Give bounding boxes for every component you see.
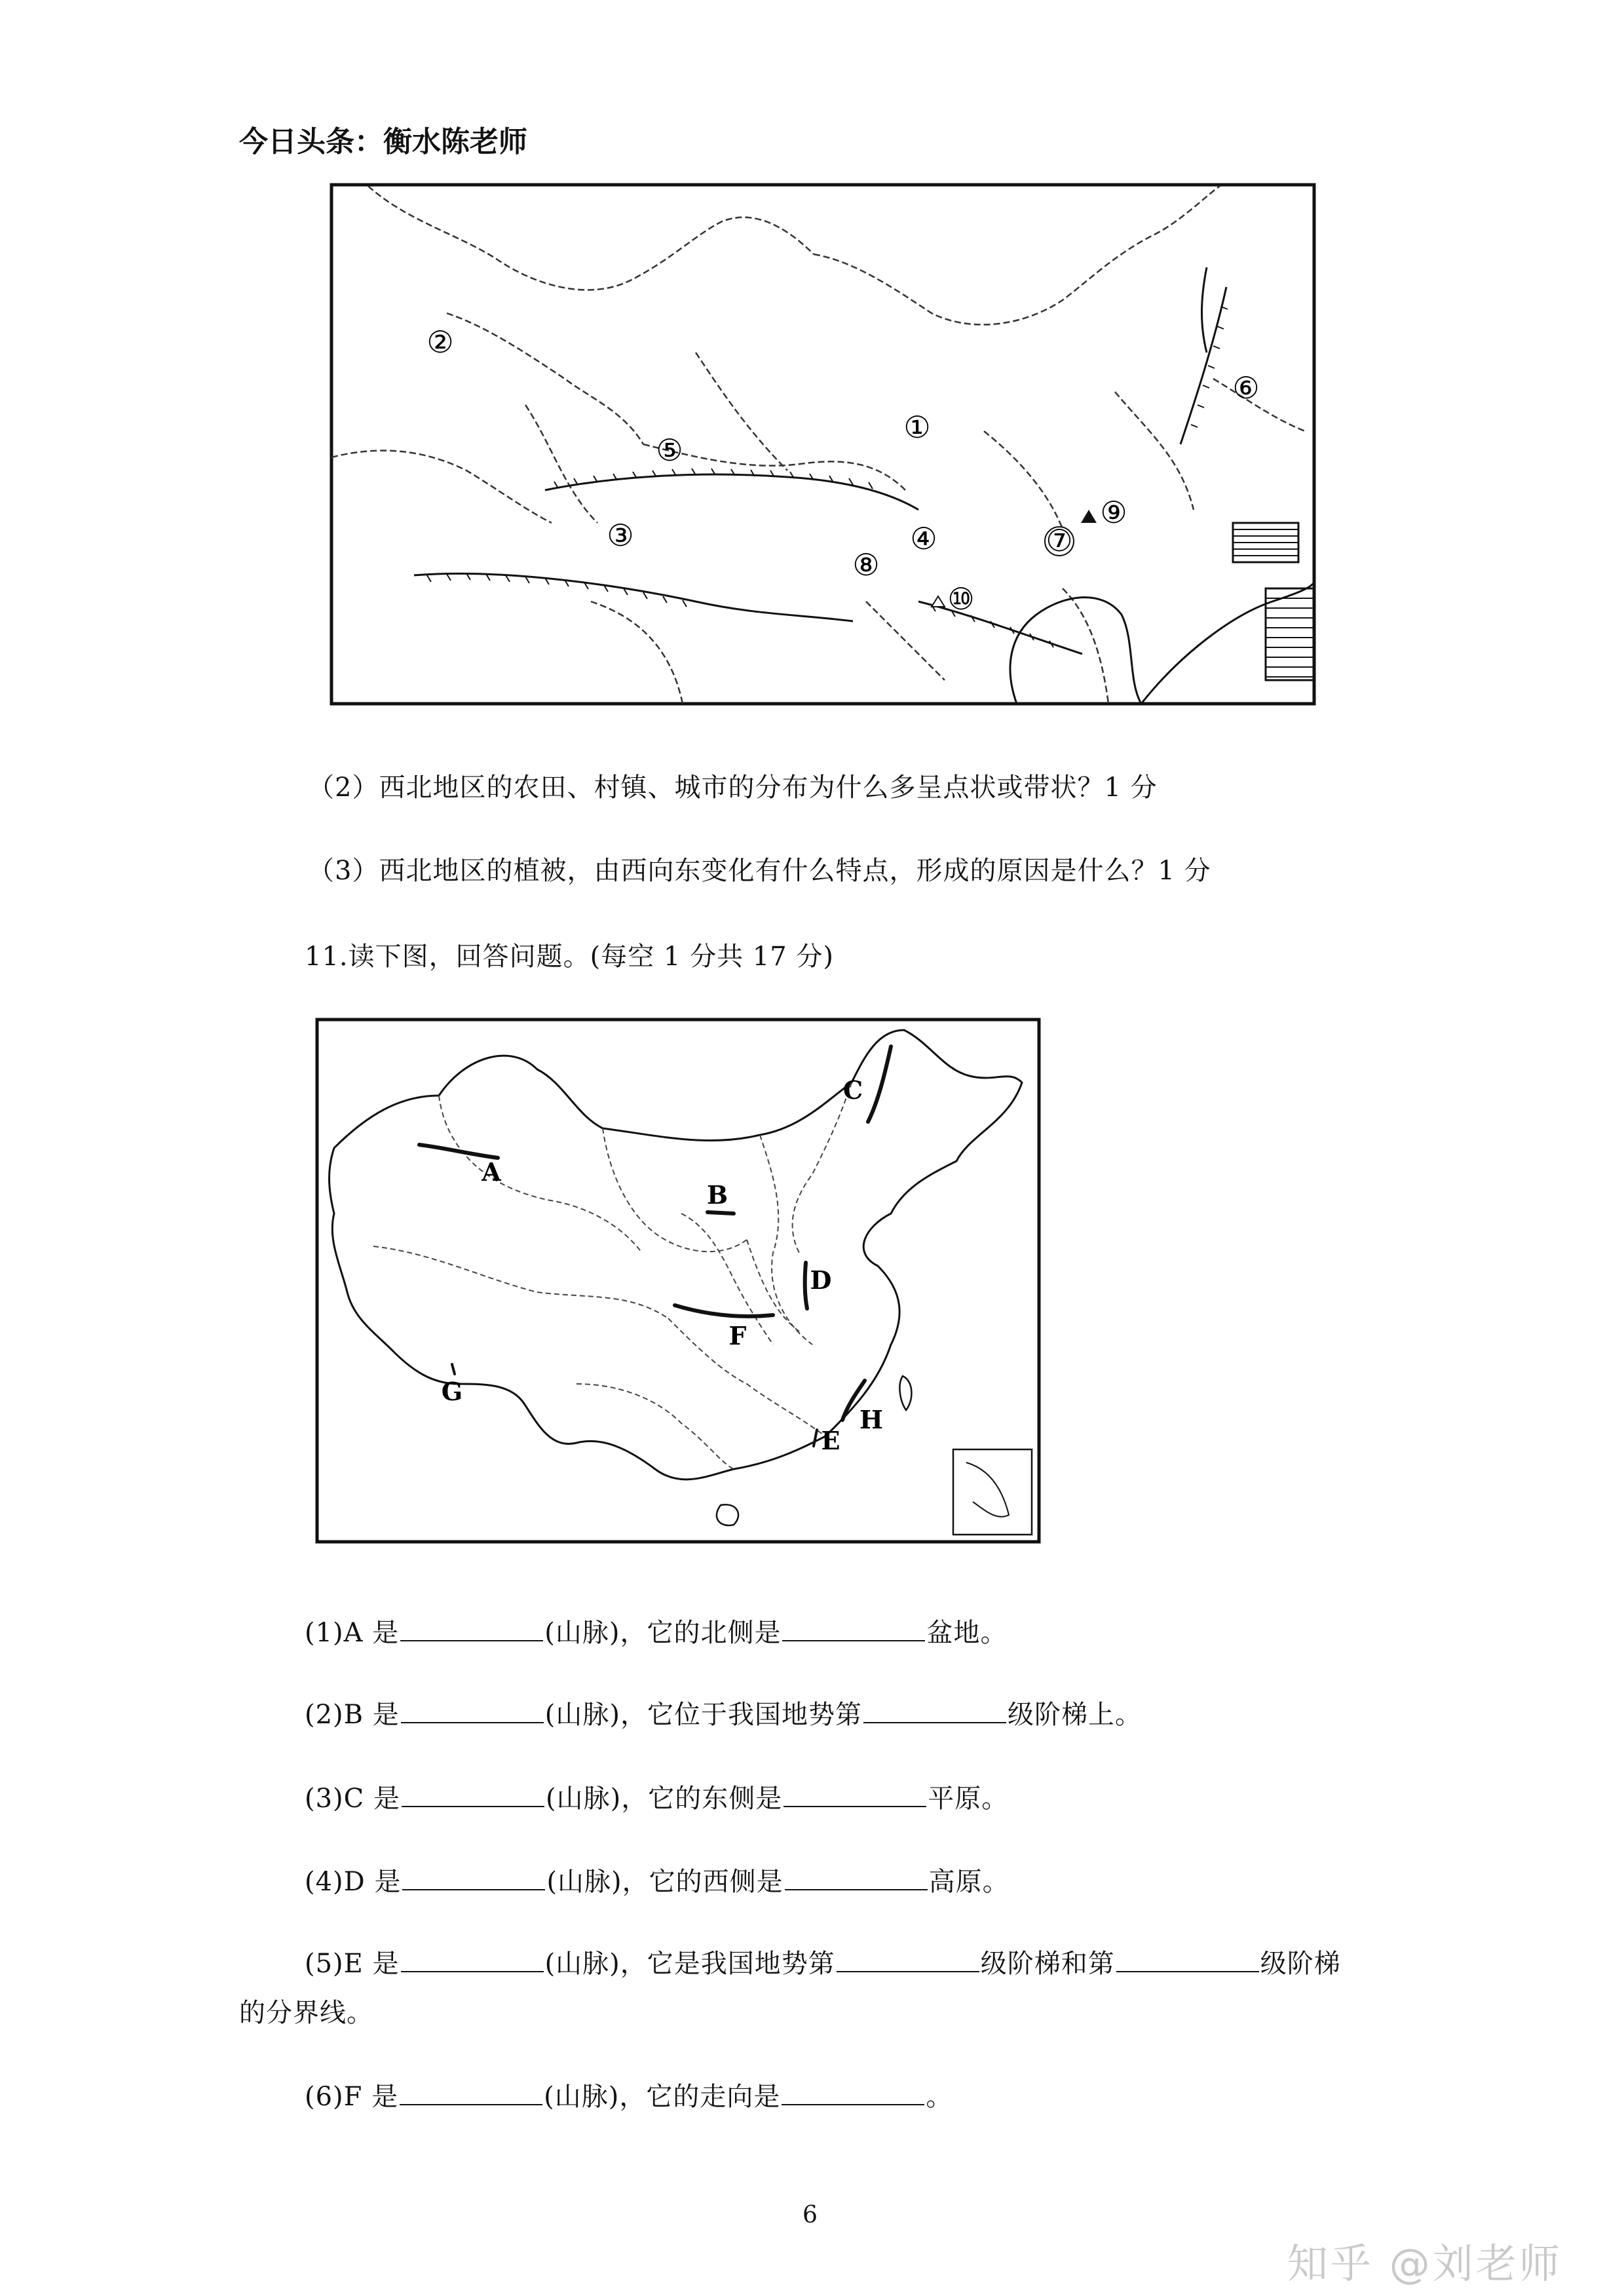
map2-label-C: C (842, 1075, 863, 1105)
map2-label-G: G (441, 1377, 463, 1406)
answer-blank[interactable] (784, 1784, 926, 1807)
answer-blank[interactable] (863, 1700, 1006, 1723)
subquestion-5-continued: 的分界线。 (239, 1998, 373, 2028)
map1-label-4: ④ (910, 521, 937, 556)
map1-label-8: ⑧ (852, 547, 880, 583)
map2-label-F: F (728, 1321, 747, 1350)
subquestion-1: (1)A 是 (山脉)，它的北侧是 盆地。 (305, 1618, 1008, 1648)
answer-blank[interactable] (785, 1867, 928, 1890)
subquestion-6: (6)F 是 (山脉)，它的走向是 。 (305, 2082, 953, 2112)
map2-label-D: D (810, 1265, 832, 1295)
answer-blank[interactable] (402, 1784, 544, 1807)
subquestion-3: (3)C 是 (山脉)，它的东侧是 平原。 (305, 1784, 1009, 1814)
header-title: 今日头条：衡水陈老师 (239, 125, 527, 159)
answer-blank[interactable] (401, 1700, 544, 1723)
answer-blank[interactable] (400, 2082, 542, 2105)
map2-label-E: E (821, 1426, 840, 1455)
map1-label-2: ② (426, 324, 454, 360)
map1-label-3: ③ (607, 518, 634, 553)
map1-label-1: ① (903, 410, 931, 445)
map2-label-H: H (859, 1405, 883, 1434)
question-11: 11.读下图，回答问题。(每空 1 分共 17 分) (305, 942, 835, 972)
subquestion-2: (2)B 是 (山脉)，它位于我国地势第 级阶梯上。 (305, 1700, 1142, 1730)
answer-blank[interactable] (400, 1618, 543, 1641)
question-2: （2）西北地区的农田、村镇、城市的分布为什么多呈点状或带状？1 分 (308, 773, 1158, 803)
map1-label-6: ⑥ (1232, 370, 1260, 406)
subquestion-5: (5)E 是 (山脉)，它是我国地势第 级阶梯和第 级阶梯 (305, 1949, 1341, 1979)
answer-blank[interactable] (1116, 1949, 1259, 1972)
map1-label-10: ⑩ (947, 581, 975, 617)
watermark: 知乎 @刘老师 (1287, 2240, 1562, 2287)
page-number: 6 (803, 2202, 818, 2229)
answer-blank[interactable] (401, 1949, 544, 1972)
map1-label-5: ⑤ (656, 432, 683, 468)
map1-label-7: ⑦ (1046, 523, 1073, 558)
subquestion-4: (4)D 是 (山脉)，它的西侧是 高原。 (305, 1867, 1010, 1897)
map2-label-A: A (482, 1157, 501, 1187)
northwest-region-map (329, 182, 1317, 706)
china-map (314, 1017, 1042, 1544)
question-3: （3）西北地区的植被，由西向东变化有什么特点，形成的原因是什么？1 分 (308, 856, 1211, 886)
map1-label-9: ⑨ (1100, 495, 1127, 530)
answer-blank[interactable] (402, 1867, 545, 1890)
map2-label-B: B (706, 1180, 728, 1210)
answer-blank[interactable] (782, 2082, 924, 2105)
answer-blank[interactable] (782, 1618, 925, 1641)
answer-blank[interactable] (837, 1949, 979, 1972)
